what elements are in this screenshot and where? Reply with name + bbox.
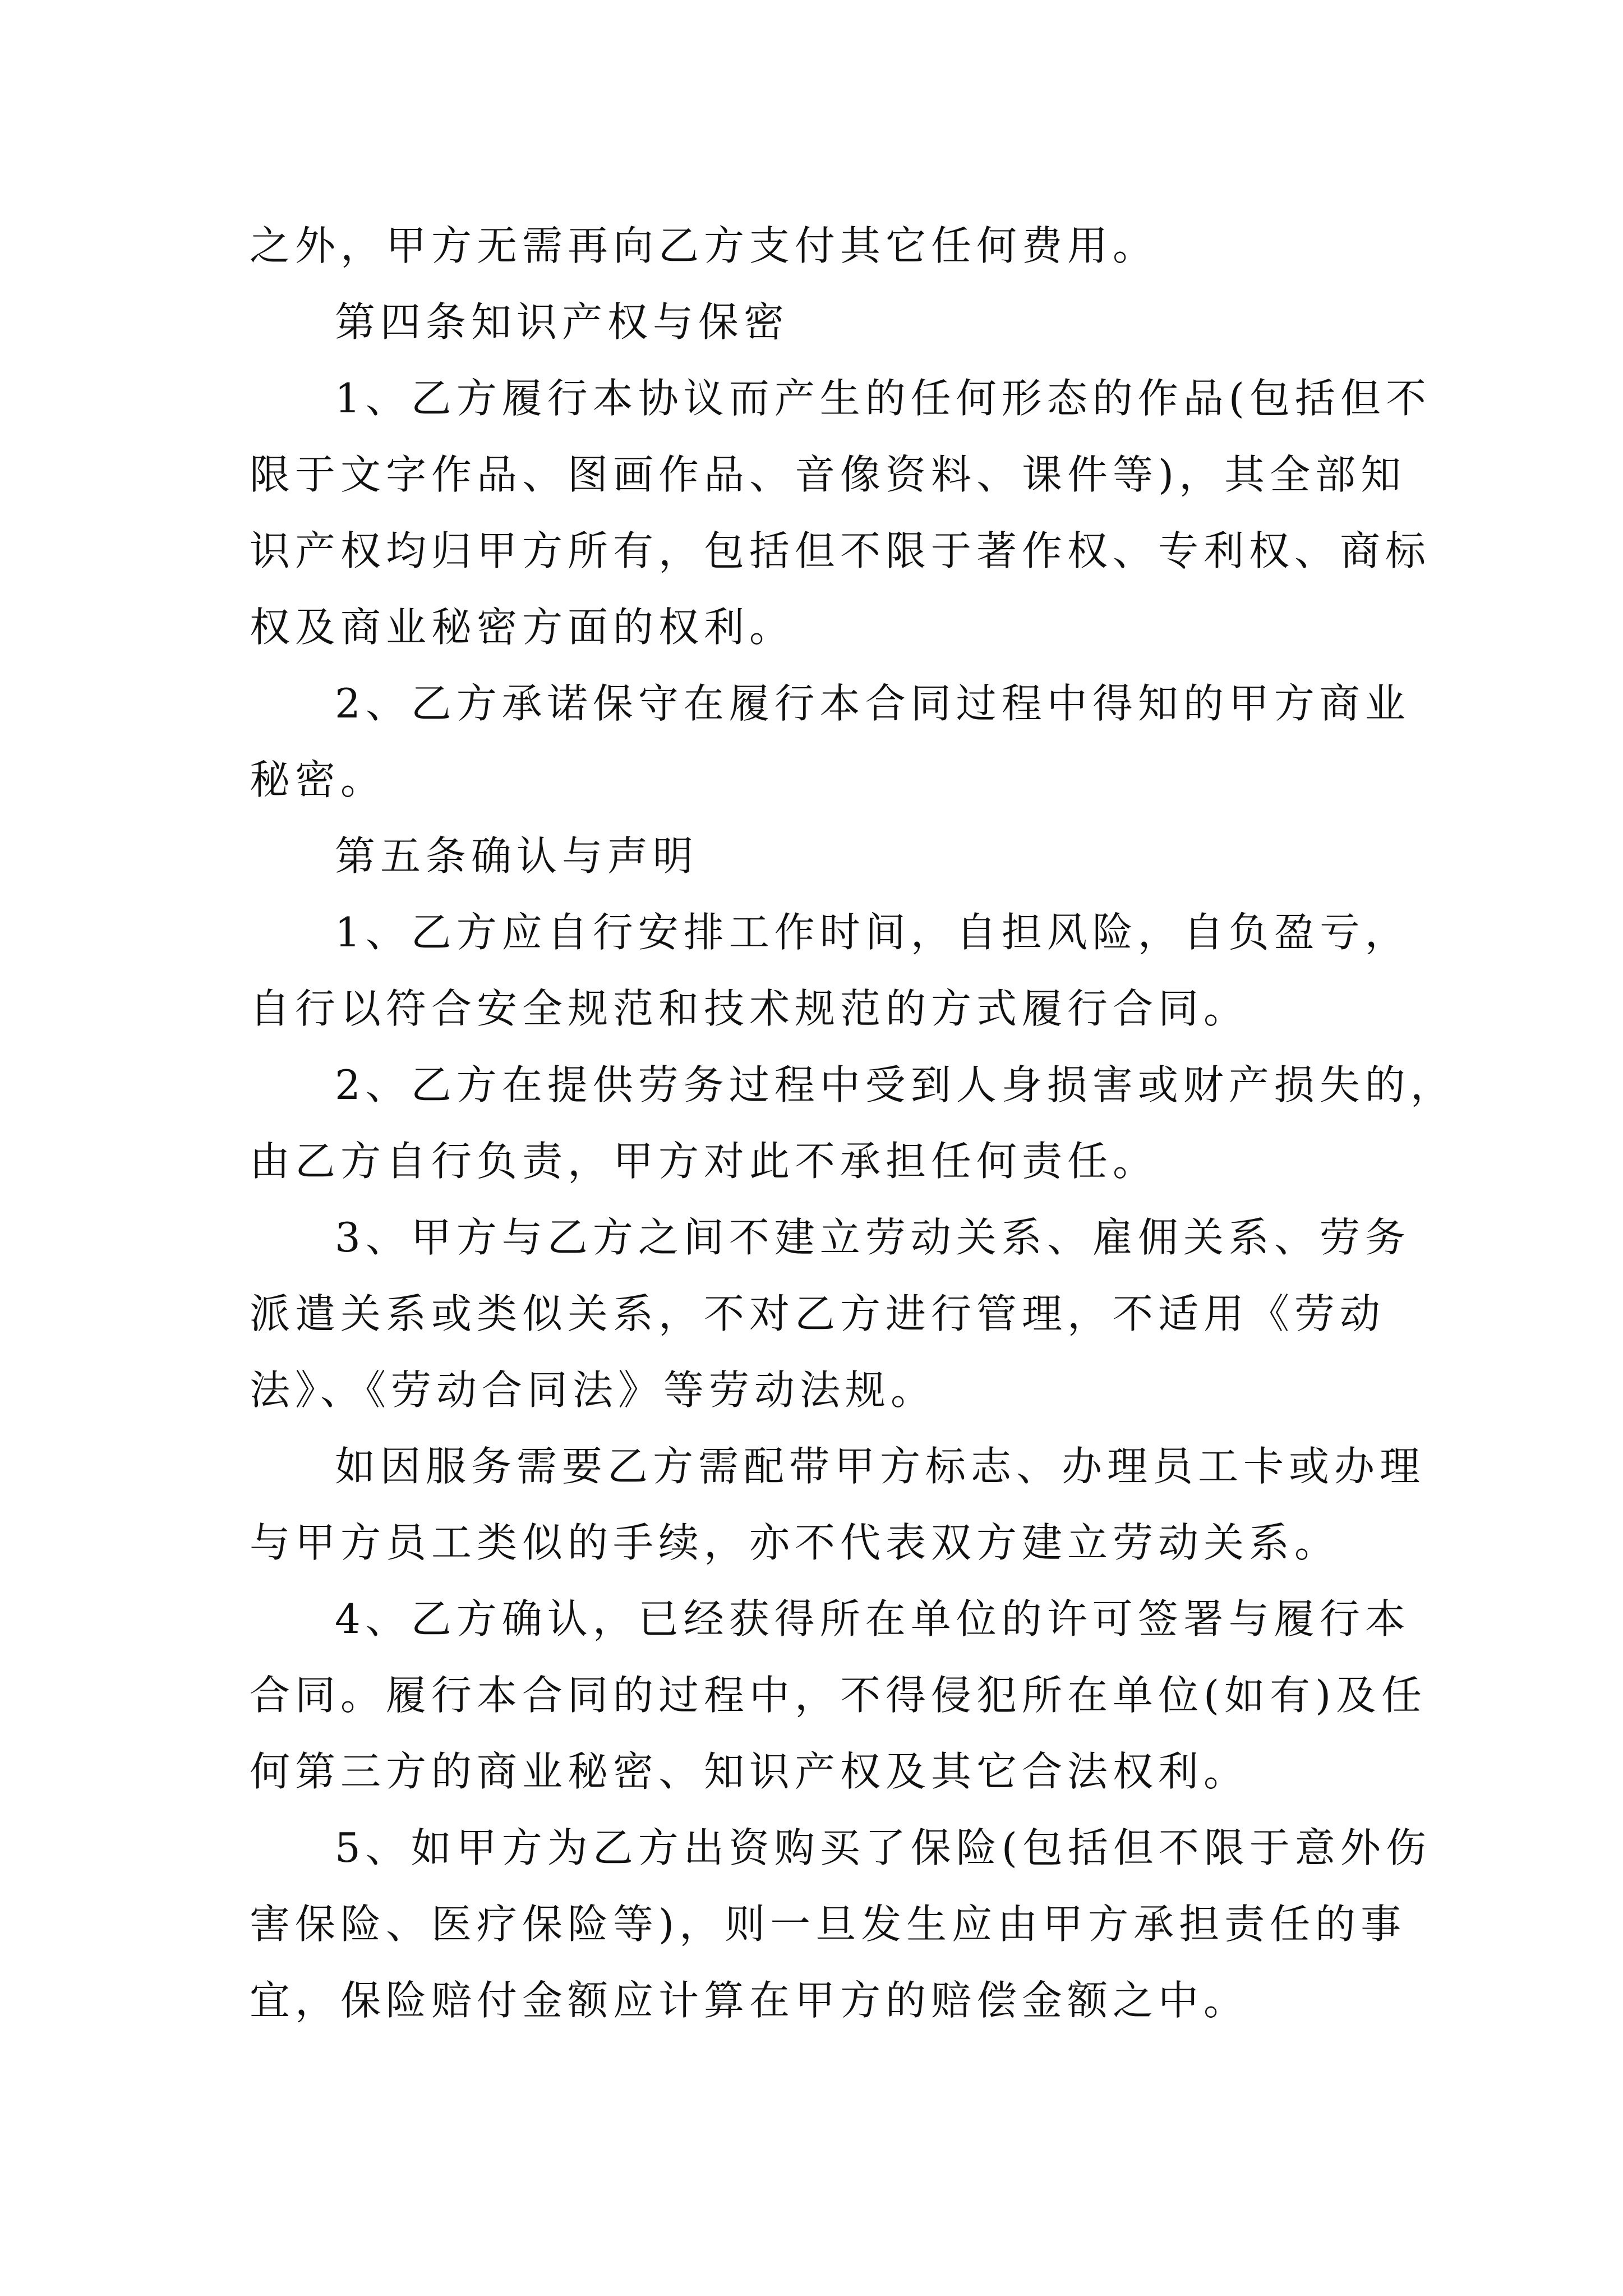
text-line: 之外，甲方无需再向乙方支付其它任何费用。	[250, 222, 1159, 269]
text-line: 派遣关系或类似关系，不对乙方进行管理，不适用《劳动	[250, 1290, 1386, 1337]
text-line: 1、乙方应自行安排工作时间，自担风险，自负盈亏，	[335, 909, 1410, 956]
text-line: 合同。履行本合同的过程中，不得侵犯所在单位(如有)及任	[250, 1672, 1427, 1719]
text-line: 何第三方的商业秘密、知识产权及其它合法权利。	[250, 1748, 1249, 1795]
text-line: 识产权均归甲方所有，包括但不限于著作权、专利权、商标	[250, 527, 1431, 574]
text-line: 与甲方员工类似的手续，亦不代表双方建立劳动关系。	[250, 1519, 1340, 1566]
document-page	[250, 208, 1456, 2039]
text-line: 权及商业秘密方面的权利。	[250, 604, 795, 651]
text-line: 由乙方自行负责，甲方对此不承担任何责任。	[250, 1138, 1159, 1185]
text-line: 害保险、医疗保险等)，则一旦发生应由甲方承担责任的事	[250, 1901, 1407, 1948]
section-heading: 第五条确认与声明	[335, 832, 699, 880]
text-line: 1、乙方履行本协议而产生的任何形态的作品(包括但不	[335, 375, 1431, 422]
text-line: 法》、《劳动合同法》等劳动法规。	[250, 1366, 937, 1414]
text-line: 自行以符合安全规范和技术规范的方式履行合同。	[250, 985, 1249, 1032]
text-line: 秘密。	[250, 756, 386, 803]
text-line: 限于文字作品、图画作品、音像资料、课件等)，其全部知	[250, 451, 1407, 498]
section-heading: 第四条知识产权与保密	[335, 298, 790, 346]
text-line: 5、如甲方为乙方出资购买了保险(包括但不限于意外伤	[335, 1824, 1431, 1871]
text-line: 如因服务需要乙方需配带甲方标志、办理员工卡或办理	[335, 1443, 1426, 1490]
text-line: 2、乙方在提供劳务过程中受到人身损害或财产损失的，	[335, 1061, 1456, 1108]
text-line: 宜，保险赔付金额应计算在甲方的赔偿金额之中。	[250, 1977, 1249, 2024]
text-line: 4、乙方确认，已经获得所在单位的许可签署与履行本	[335, 1595, 1410, 1642]
text-line: 3、甲方与乙方之间不建立劳动关系、雇佣关系、劳务	[335, 1214, 1410, 1261]
text-line: 2、乙方承诺保守在履行本合同过程中得知的甲方商业	[335, 680, 1410, 727]
